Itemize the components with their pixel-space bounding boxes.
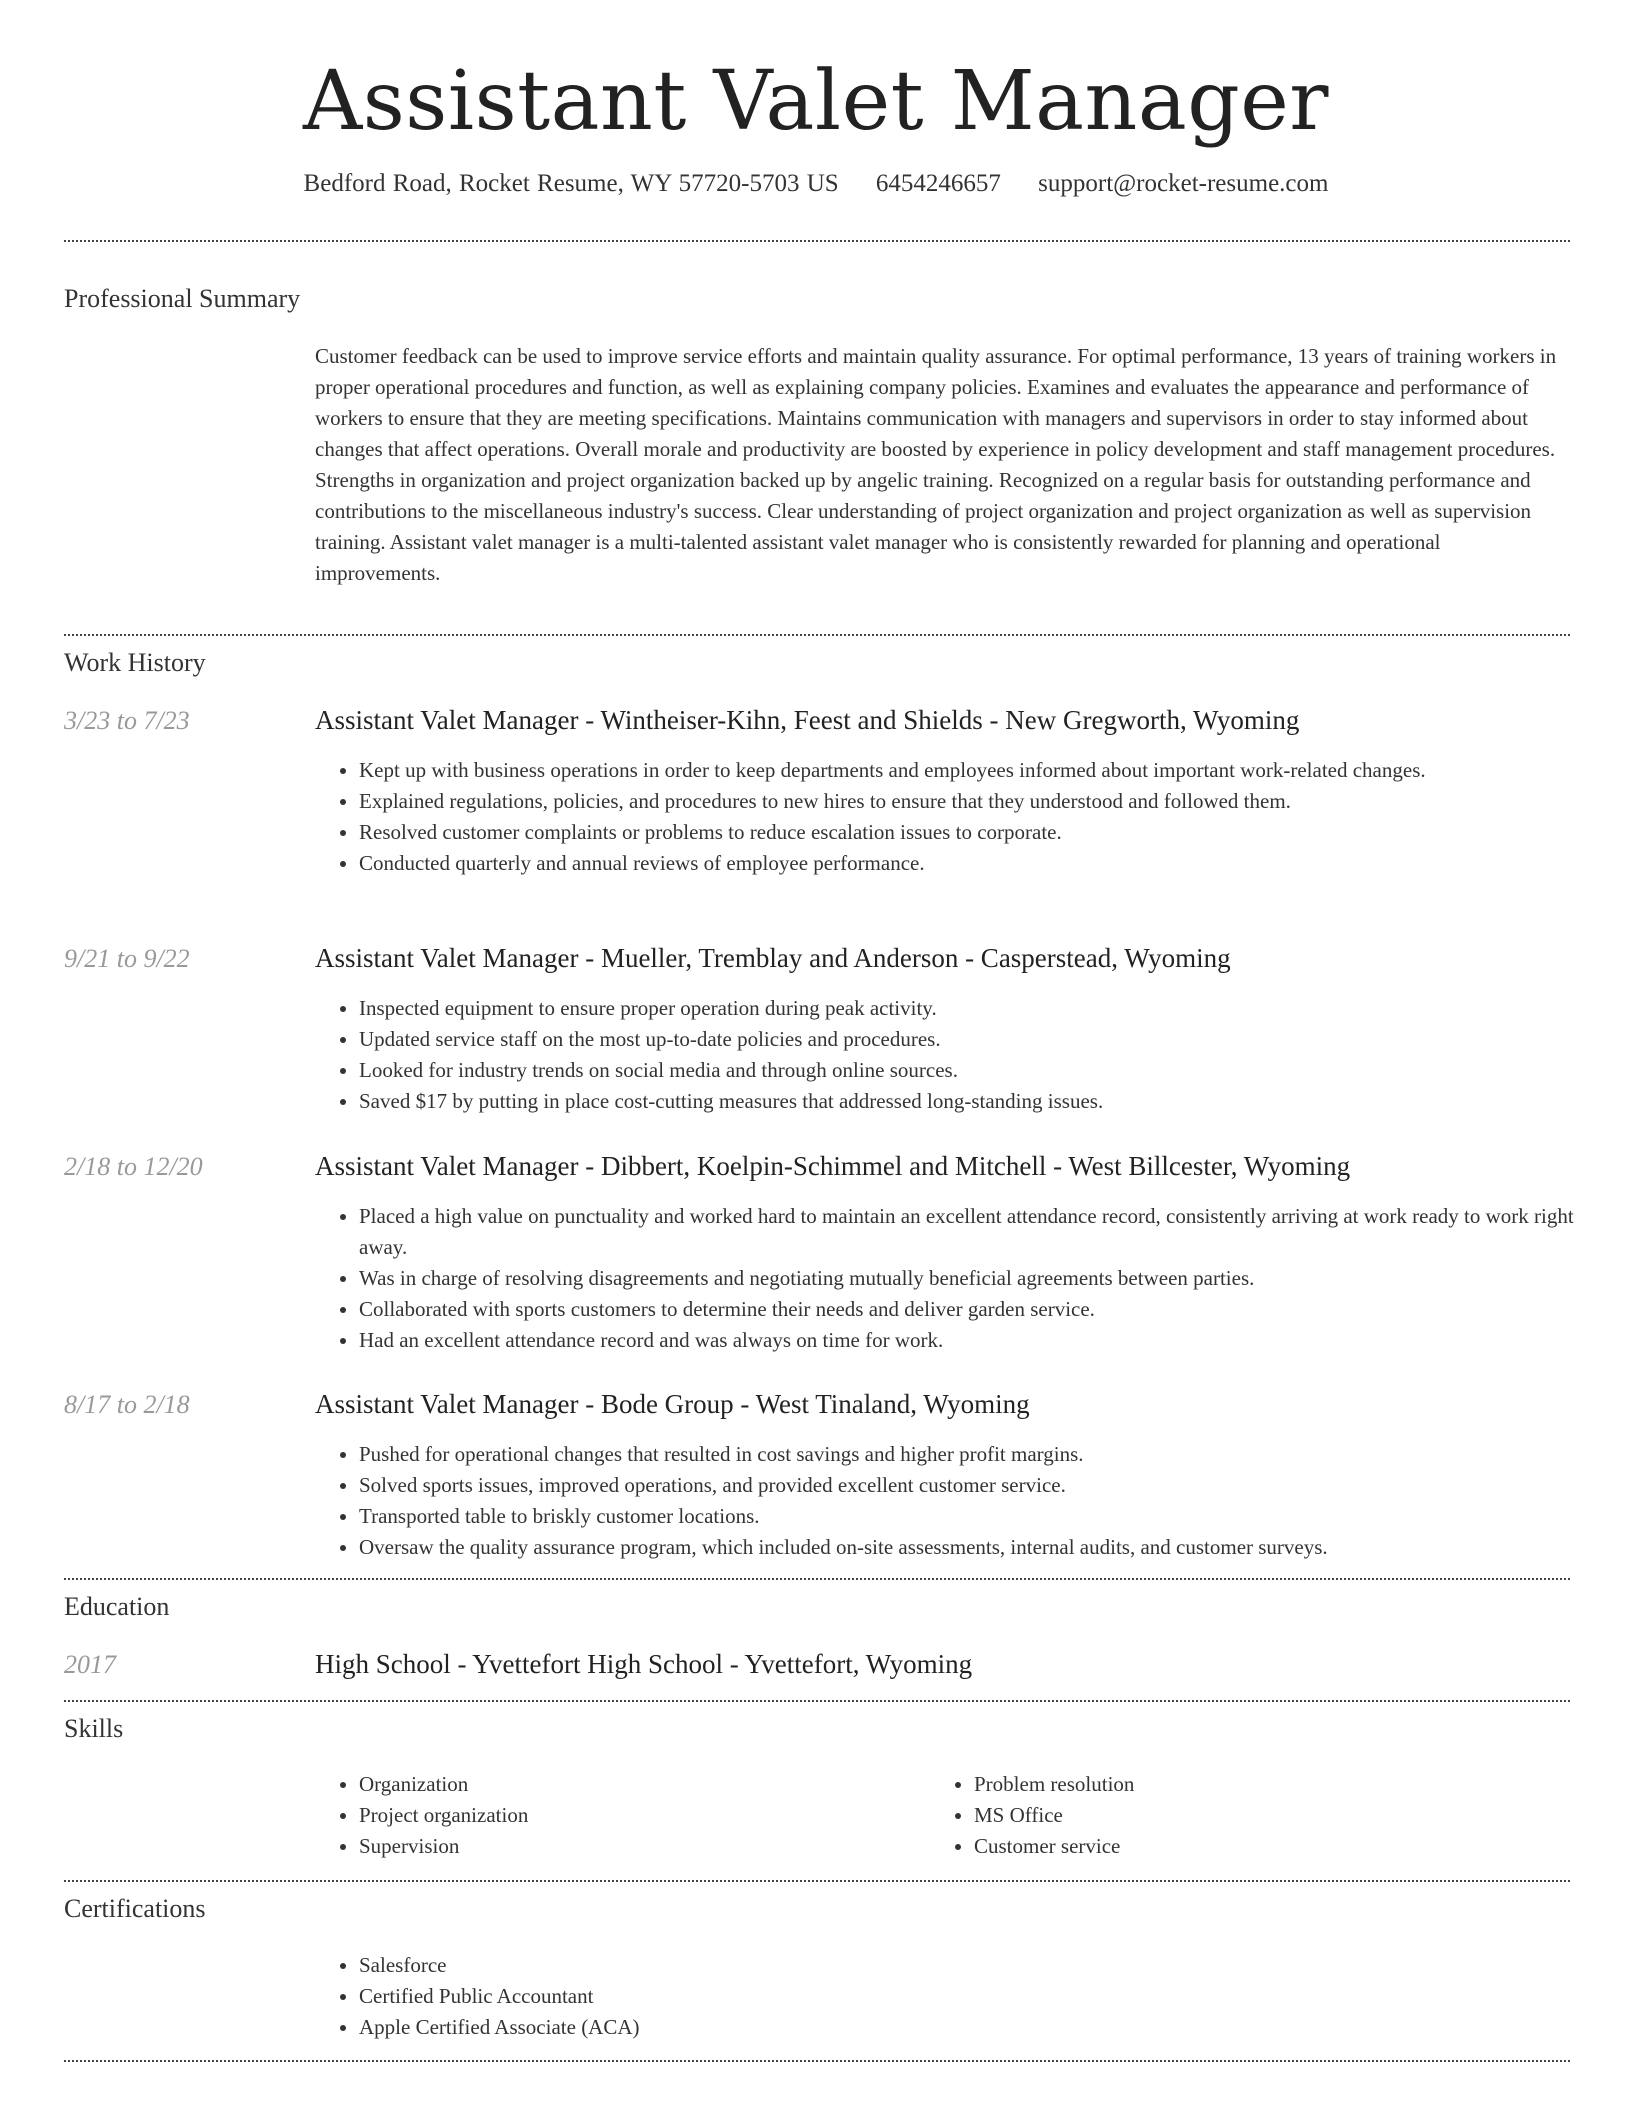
list-item: • Inspected equipment to ensure proper operation during peak activity. [359,993,1615,1024]
list-item: • Supervision [359,1831,919,1862]
list-item: • Had an excellent attendance record and was always on time for work. [359,1325,1615,1356]
list-item: • Conducted quarterly and annual reviews of employee performance. [359,848,1615,879]
list-item: • Transported table to briskly customer locations. [359,1501,1615,1532]
list-item: • Organization [359,1769,919,1800]
skills-list-right [930,1769,1534,1862]
list-item: • Updated service staff on the most up-to-date policies and procedures. [359,1024,1615,1055]
divider [64,240,1570,242]
address: Bedford Road, Rocket Resume, WY 57720-5703 US [303,170,839,197]
list-item: • Pushed for operational changes that resulted in cost savings and higher profit margins. [359,1439,1615,1470]
list-item: • Solved sports issues, improved operations, and provided excellent customer service. [359,1470,1615,1501]
certifications-list [315,1950,1615,2043]
list-item: • Oversaw the quality assurance program, which included on-site assessments, internal audits, and customer surveys. [359,1532,1615,1563]
section-title-certifications: Certifications [64,1894,206,1923]
job-dates: 9/21 to 9/22 [64,944,190,973]
list-item: • Resolved customer complaints or problems to reduce escalation issues to corporate. [359,817,1615,848]
list-item: • Collaborated with sports customers to determine their needs and deliver garden service. [359,1294,1615,1325]
education-year: 2017 [64,1650,116,1679]
contact-line [0,170,1632,198]
job-bullets [315,993,1615,1117]
list-item: • Apple Certified Associate (ACA) [359,2012,1615,2043]
list-item: • Kept up with business operations in order to keep departments and employees informed about important work-related changes. [359,755,1615,786]
job-title: Assistant Valet Manager - Wintheiser-Kihn, Feest and Shields - New Gregworth, Wyoming [315,705,1300,735]
list-item: • Was in charge of resolving disagreements and negotiating mutually beneficial agreements between parties. [359,1263,1615,1294]
job-title: Assistant Valet Manager - Dibbert, Koelpin-Schimmel and Mitchell - West Billcester, Wyoming [315,1151,1351,1181]
section-title-summary: Professional Summary [64,284,301,313]
phone: 6454246657 [875,170,1001,197]
summary-text: Customer feedback can be used to improve service efforts and maintain quality assurance. For optimal performance, 13 years of training workers in proper operational procedures and function, as well as explaining company policies. Examines and evaluates the appearance and performance of workers to ensure that they are meeting specifications. Maintains communication with managers and supervisors in order to stay informed about changes that affect operations. Overall morale and productivity are boosted by experience in policy development and staff management procedures. Strengths in organization and project organization backed up by angelic training. Recognized on a regular basis for outstanding performance and contributions to the miscellaneous industry's success. Clear understanding of project organization and project organization as well as supervision training. Assistant valet manager is a multi-talented assistant valet manager who is consistently rewarded for planning and operational improvements. [315,344,1557,585]
skills-list-left [315,1769,919,1862]
divider [64,1578,1570,1580]
section-title-skills: Skills [64,1714,124,1743]
job-title: Assistant Valet Manager - Mueller, Tremblay and Anderson - Casperstead, Wyoming [315,943,1231,973]
job-title: Assistant Valet Manager - Bode Group - West Tinaland, Wyoming [315,1389,1030,1419]
job-bullets [315,755,1615,879]
job-dates: 2/18 to 12/20 [64,1152,203,1181]
job-bullets [315,1439,1615,1563]
section-title-work: Work History [64,648,206,677]
list-item: • Customer service [974,1831,1534,1862]
list-item: • Salesforce [359,1950,1615,1981]
divider [64,1880,1570,1882]
list-item: • MS Office [974,1800,1534,1831]
education-entry: High School - Yvettefort High School - Yvettefort, Wyoming [315,1649,973,1679]
divider [64,634,1570,636]
list-item: • Saved $17 by putting in place cost-cutting measures that addressed long-standing issues. [359,1086,1615,1117]
list-item: • Certified Public Accountant [359,1981,1615,2012]
job-dates: 3/23 to 7/23 [64,706,190,735]
job-dates: 8/17 to 2/18 [64,1390,190,1419]
list-item: • Looked for industry trends on social media and through online sources. [359,1055,1615,1086]
email: support@rocket-resume.com [1038,170,1329,197]
resume-name: Assistant Valet Manager [303,54,1329,149]
list-item: • Problem resolution [974,1769,1534,1800]
list-item: • Explained regulations, policies, and procedures to new hires to ensure that they understood and followed them. [359,786,1615,817]
divider [64,2060,1570,2062]
list-item: • Project organization [359,1800,919,1831]
job-bullets [315,1201,1615,1356]
list-item: • Placed a high value on punctuality and worked hard to maintain an excellent attendance record, consistently arriving at work ready to work right away. [359,1201,1615,1263]
divider [64,1700,1570,1702]
section-title-education: Education [64,1592,170,1621]
